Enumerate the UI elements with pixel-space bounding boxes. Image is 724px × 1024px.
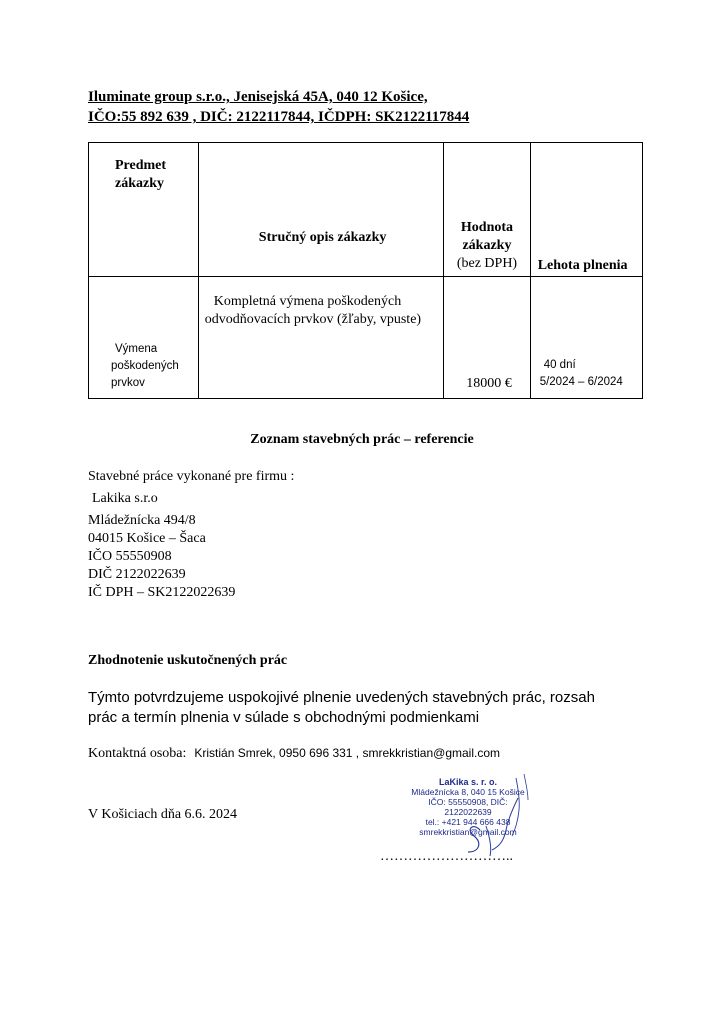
col-subject-header-line1: Predmet <box>115 158 167 173</box>
place-date: V Košiciach dňa 6.6. 2024 <box>88 807 238 822</box>
row-deadline-line1: 40 dní <box>543 359 576 371</box>
order-table <box>88 142 643 399</box>
col-subject-header <box>89 143 199 277</box>
row-description-cell <box>198 277 443 399</box>
stamp-email: smrekkristian@gmail.com <box>419 827 517 837</box>
stamp-tel: tel.: +421 944 666 438 <box>425 817 511 827</box>
client-ico: IČO 55550908 <box>88 549 172 564</box>
table-row <box>89 277 643 399</box>
client-city: 04015 Košice – Šaca <box>88 531 206 546</box>
col-description-header <box>198 143 443 277</box>
row-deadline-cell <box>530 277 642 399</box>
row-subject-cell <box>89 277 199 399</box>
stamp-address: Mládežnícka 8, 040 15 Košice <box>411 787 525 797</box>
row-value: 18000 € <box>466 376 512 391</box>
row-description-line1: Kompletná výmena poškodených <box>213 294 402 309</box>
col-deadline-header-label: Lehota plnenia <box>537 258 628 273</box>
client-dic: DIČ 2122022639 <box>88 567 186 582</box>
evaluation-text-line2: prác a termín plnenia v súlade s obchodnými podmienkami <box>88 709 480 726</box>
client-street: Mládežnícka 494/8 <box>88 513 196 528</box>
row-deadline-line2: 5/2024 – 6/2024 <box>539 376 623 388</box>
signature-line: ……………………….. <box>380 849 513 864</box>
contact-value: Kristián Smrek, 0950 696 331 , smrekkristian@gmail.com <box>194 746 501 760</box>
row-subject-line2: poškodených <box>111 360 179 372</box>
col-value-header-line1: Hodnota <box>460 220 514 235</box>
table-header-row <box>89 143 643 277</box>
col-description-header-label: Stručný opis zákazky <box>258 230 387 245</box>
client-icdph: IČ DPH – SK2122022639 <box>88 585 236 600</box>
stamp-ids: IČO: 55550908, DIČ: 2122022639 <box>428 797 508 817</box>
row-subject-line1: Výmena <box>115 343 158 355</box>
client-name: Lakika s.r.o <box>92 491 158 506</box>
row-description-line2: odvodňovacích prvkov (žľaby, vpuste) <box>204 312 422 327</box>
contact-line <box>88 744 500 762</box>
evaluation-title: Zhodnotenie uskutočnených prác <box>88 653 288 668</box>
row-value-cell <box>444 277 530 399</box>
contact-label: Kontaktná osoba: <box>88 746 187 761</box>
col-value-header <box>444 143 530 277</box>
client-intro: Stavebné práce vykonané pre firmu : <box>88 469 295 484</box>
company-header-line2: IČO:55 892 639 , DIČ: 2122117844, IČDPH: SK2122117844 <box>88 109 470 125</box>
references-title: Zoznam stavebných prác – referencie <box>250 432 474 447</box>
row-subject-line3: prvkov <box>111 377 145 389</box>
col-value-header-line2: zákazky <box>462 238 512 253</box>
evaluation-text-line1: Týmto potvrdzujeme uspokojivé plnenie uvedených stavebných prác, rozsah <box>88 689 595 706</box>
company-header-line1: Iluminate group s.r.o., Jenisejská 45A, 040 12 Košice, <box>88 89 428 105</box>
stamp-name: LaKika s. r. o. <box>438 777 498 787</box>
col-subject-header-line2: zákazky <box>115 176 164 191</box>
col-value-header-line3: (bez DPH) <box>456 256 518 271</box>
col-deadline-header <box>530 143 642 277</box>
